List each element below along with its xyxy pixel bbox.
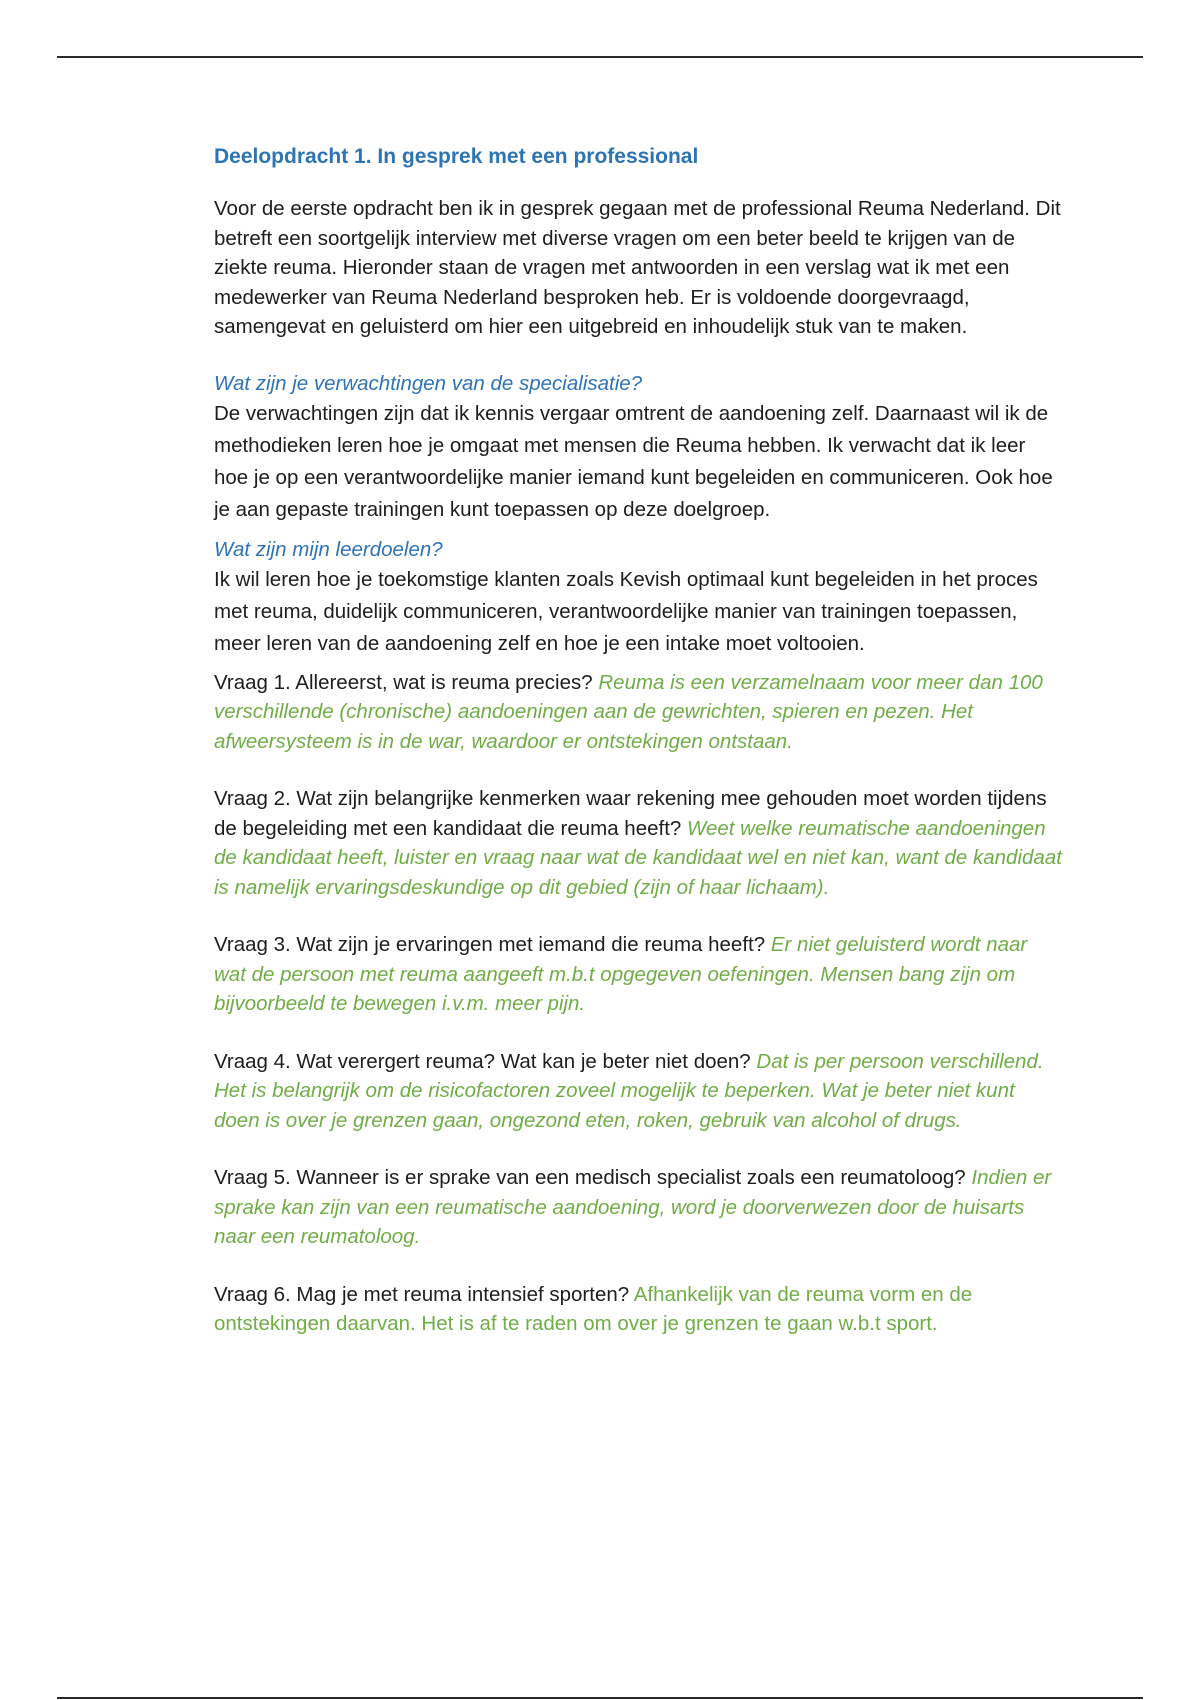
answer-1: Reuma is een verzamelnaam voor meer dan 100 verschillende (chronische) aandoeningen aan de gewrichten, spieren en pezen. Het afweersysteem is in de war, waardoor er ontstekingen ontstaan.: [214, 670, 1043, 753]
answer-6: Afhankelijk van de reuma vorm en de ontstekingen daarvan. Het is af te raden om over je grenzen te gaan w.b.t sport.: [214, 1282, 973, 1335]
question-3: Vraag 3. Wat zijn je ervaringen met iemand die reuma heeft?: [214, 933, 766, 956]
question-4: Vraag 4. Wat verergert reuma? Wat kan je beter niet doen?: [214, 1049, 751, 1073]
section-heading-verwachtingen: Wat zijn je verwachtingen van de specialisatie?: [214, 371, 643, 395]
answer-3: Er niet geluisterd wordt naar wat de persoon met reuma aangeeft m.b.t opgegeven oefeningen. Mensen bang zijn om bijvoorbeeld te bewegen i.v.m. meer pijn.: [214, 933, 1028, 1015]
qa-item-5: [214, 1163, 1064, 1252]
question-5: Vraag 5. Wanneer is er sprake van een medisch specialist zoals een reumatoloog?: [214, 1166, 966, 1189]
qa-item-2: [214, 784, 1064, 902]
answer-5: Indien er sprake kan zijn van een reumatische aandoening, word je doorverwezen door de huisarts naar een reumatoloog.: [214, 1166, 1052, 1248]
top-rule: [57, 56, 1143, 58]
answer-2: Weet welke reumatische aandoeningen de kandidaat heeft, luister en vraag naar wat de kandidaat wel en niet kan, want de kandidaat is namelijk ervaringsdeskundige op dit gebied (zijn of haar lichaam).: [214, 816, 1062, 899]
qa-item-3: [214, 930, 1064, 1019]
qa-item-4: [214, 1047, 1064, 1136]
document-title: Deelopdracht 1. In gesprek met een professional: [214, 145, 699, 168]
intro-paragraph: Voor de eerste opdracht ben ik in gesprek gegaan met de professional Reuma Nederland. Dit betreft een soortgelijk interview met diverse vragen om een beter beeld te krijgen van de ziekte reuma. Hieronder staan de vragen met antwoorden in een verslag wat ik met een medewerker van Reuma Nederland besproken heb. Er is voldoende doorgevraagd, samengevat en geluisterd om hier een uitgebreid en inhoudelijk stuk van te maken.: [214, 197, 1061, 338]
section-body-verwachtingen: De verwachtingen zijn dat ik kennis vergaar omtrent de aandoening zelf. Daarnaast wil ik de methodieken leren hoe je omgaat met mensen die Reuma hebben. Ik verwacht dat ik leer hoe je op een verantwoordelijke manier iemand kunt begeleiden en communiceren. Ook hoe je aan gepaste trainingen kunt toepassen op deze doelgroep.: [214, 401, 1053, 521]
question-6: Vraag 6. Mag je met reuma intensief sporten?: [214, 1282, 630, 1306]
question-2: Vraag 2. Wat zijn belangrijke kenmerken waar rekening mee gehouden moet worden tijdens de begeleiding met een kandidaat die reuma heeft?: [214, 787, 1047, 840]
qa-item-6: [214, 1280, 1064, 1339]
section-heading-leerdoelen: Wat zijn mijn leerdoelen?: [214, 537, 443, 561]
answer-4: Dat is per persoon verschillend. Het is belangrijk om de risicofactoren zoveel mogelijk te beperken. Wat je beter niet kunt doen is over je grenzen gaan, ongezond eten, roken, gebruik van alcohol of drugs.: [214, 1049, 1044, 1132]
question-1: Vraag 1. Allereerst, wat is reuma precies?: [214, 670, 593, 694]
bottom-rule: [57, 1697, 1143, 1699]
qa-item-1: [214, 668, 1064, 757]
section-body-leerdoelen: Ik wil leren hoe je toekomstige klanten zoals Kevish optimaal kunt begeleiden in het proces met reuma, duidelijk communiceren, verantwoordelijke manier van trainingen toepassen, meer leren van de aandoening zelf en hoe je een intake moet voltooien.: [214, 567, 1038, 655]
document-body: [214, 142, 1064, 1367]
